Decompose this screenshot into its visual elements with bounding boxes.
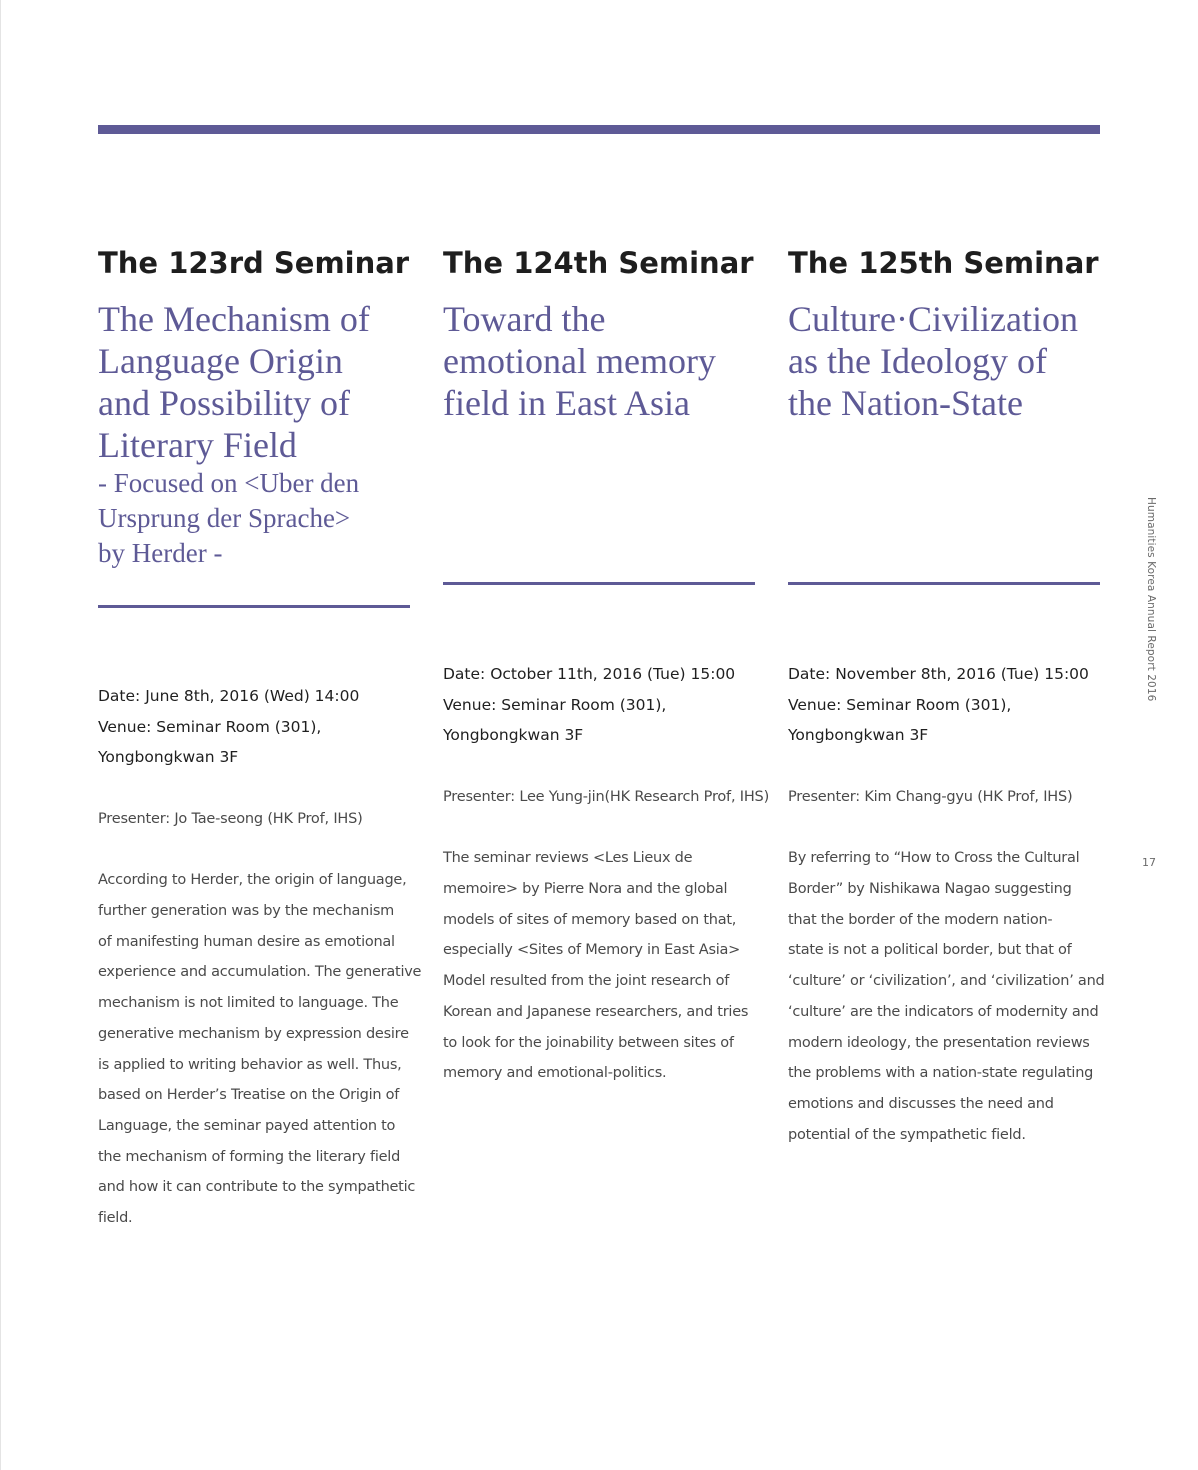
subtitle-line: - Focused on <Uber den xyxy=(98,468,360,498)
seminar-subtitle xyxy=(98,466,412,571)
description-line: the problems with a nation-state regulating xyxy=(788,1065,1094,1082)
description-line: memory and emotional-politics. xyxy=(443,1065,667,1082)
title-line: The Mechanism of xyxy=(98,299,370,339)
title-line: field in East Asia xyxy=(443,383,690,423)
description-line: mechanism is not limited to language. The xyxy=(98,995,399,1012)
page-number: 17 xyxy=(1142,856,1156,869)
subtitle-line: Ursprung der Sprache> xyxy=(98,503,351,533)
description-line: further generation was by the mechanism xyxy=(98,903,395,920)
seminar-date: Date: June 8th, 2016 (Wed) 14:00 xyxy=(98,687,360,705)
title-line: and Possibility of xyxy=(98,383,351,423)
seminar-description xyxy=(98,865,422,1233)
title-line: Language Origin xyxy=(98,341,343,381)
seminar-info xyxy=(788,659,1102,751)
seminar-date: Date: November 8th, 2016 (Tue) 15:00 xyxy=(788,665,1089,683)
seminar-heading: The 125th Seminar xyxy=(788,246,1099,280)
description-line: based on Herder’s Treatise on the Origin of xyxy=(98,1087,400,1104)
description-line: to look for the joinability between sites of xyxy=(443,1034,734,1051)
title-line: Culture·Civilization xyxy=(788,299,1078,339)
seminar-info xyxy=(443,659,757,751)
title-line: emotional memory xyxy=(443,341,716,381)
seminar-123-column xyxy=(98,240,422,1234)
seminar-description xyxy=(788,843,1105,1150)
description-line: and how it can contribute to the sympathetic xyxy=(98,1179,416,1196)
description-line: experience and accumulation. The generative xyxy=(98,964,422,981)
seminar-124-column xyxy=(443,240,770,1089)
seminar-venue-line: Yongbongkwan 3F xyxy=(443,726,584,745)
seminar-presenter: Presenter: Kim Chang-gyu (HK Prof, IHS) xyxy=(788,788,1073,805)
description-line: is applied to writing behavior as well. Thus, xyxy=(98,1056,402,1073)
seminar-description xyxy=(443,843,757,1089)
description-line: Model resulted from the joint research of xyxy=(443,973,730,990)
seminar-title xyxy=(443,298,757,424)
page-edge xyxy=(0,0,1,1470)
seminar-venue-line: Yongbongkwan 3F xyxy=(98,748,239,767)
description-line: ‘culture’ or ‘civilization’, and ‘civilization’ and xyxy=(788,973,1105,990)
seminar-venue-line: Yongbongkwan 3F xyxy=(788,726,929,745)
description-line: emotions and discusses the need and xyxy=(788,1096,1054,1112)
description-line: especially <Sites of Memory in East Asia> xyxy=(443,942,741,959)
description-line: field. xyxy=(98,1210,133,1227)
seminar-title-block xyxy=(788,240,1102,582)
seminar-title xyxy=(98,298,412,466)
seminar-date: Date: October 11th, 2016 (Tue) 15:00 xyxy=(443,665,736,683)
seminar-info xyxy=(98,681,412,773)
description-line: modern ideology, the presentation reviews xyxy=(788,1034,1090,1051)
running-header: Humanities Korea Annual Report 2016 xyxy=(1145,497,1157,702)
description-line: memoire> by Pierre Nora and the global xyxy=(443,881,728,898)
description-line: generative mechanism by expression desire xyxy=(98,1025,409,1042)
description-line: ‘culture’ are the indicators of modernity and xyxy=(788,1003,1099,1020)
title-line: Literary Field xyxy=(98,425,297,465)
description-line: By referring to “How to Cross the Cultural xyxy=(788,850,1080,867)
description-line: potential of the sympathetic field. xyxy=(788,1126,1026,1143)
seminar-venue-line: Venue: Seminar Room (301), xyxy=(788,695,1012,714)
description-line: models of sites of memory based on that, xyxy=(443,911,737,928)
seminar-125-column xyxy=(788,240,1105,1150)
description-line: Border” by Nishikawa Nagao suggesting xyxy=(788,881,1072,898)
seminar-heading: The 124th Seminar xyxy=(443,246,754,280)
description-line: The seminar reviews <Les Lieux de xyxy=(443,850,693,867)
description-line: that the border of the modern nation- xyxy=(788,911,1053,928)
seminar-title-block xyxy=(98,240,412,605)
seminar-title xyxy=(788,298,1102,424)
description-line: of manifesting human desire as emotional xyxy=(98,933,395,950)
section-divider xyxy=(98,605,410,608)
title-line: Toward the xyxy=(443,299,606,339)
seminar-presenter: Presenter: Lee Yung-jin(HK Research Prof, IHS) xyxy=(443,788,770,805)
section-divider xyxy=(443,582,755,585)
seminar-venue-line: Venue: Seminar Room (301), xyxy=(443,695,667,714)
seminar-venue-line: Venue: Seminar Room (301), xyxy=(98,717,322,736)
top-rule xyxy=(98,125,1100,134)
description-line: According to Herder, the origin of language, xyxy=(98,872,407,889)
section-divider xyxy=(788,582,1100,585)
description-line: the mechanism of forming the literary field xyxy=(98,1148,401,1165)
description-line: Korean and Japanese researchers, and tries xyxy=(443,1003,749,1020)
title-line: the Nation-State xyxy=(788,383,1023,423)
description-line: state is not a political border, but that of xyxy=(788,942,1072,959)
seminar-heading: The 123rd Seminar xyxy=(98,246,410,280)
seminar-presenter: Presenter: Jo Tae-seong (HK Prof, IHS) xyxy=(98,810,363,827)
seminar-title-block xyxy=(443,240,757,582)
subtitle-line: by Herder - xyxy=(98,538,223,568)
title-line: as the Ideology of xyxy=(788,341,1047,381)
description-line: Language, the seminar payed attention to xyxy=(98,1118,396,1134)
